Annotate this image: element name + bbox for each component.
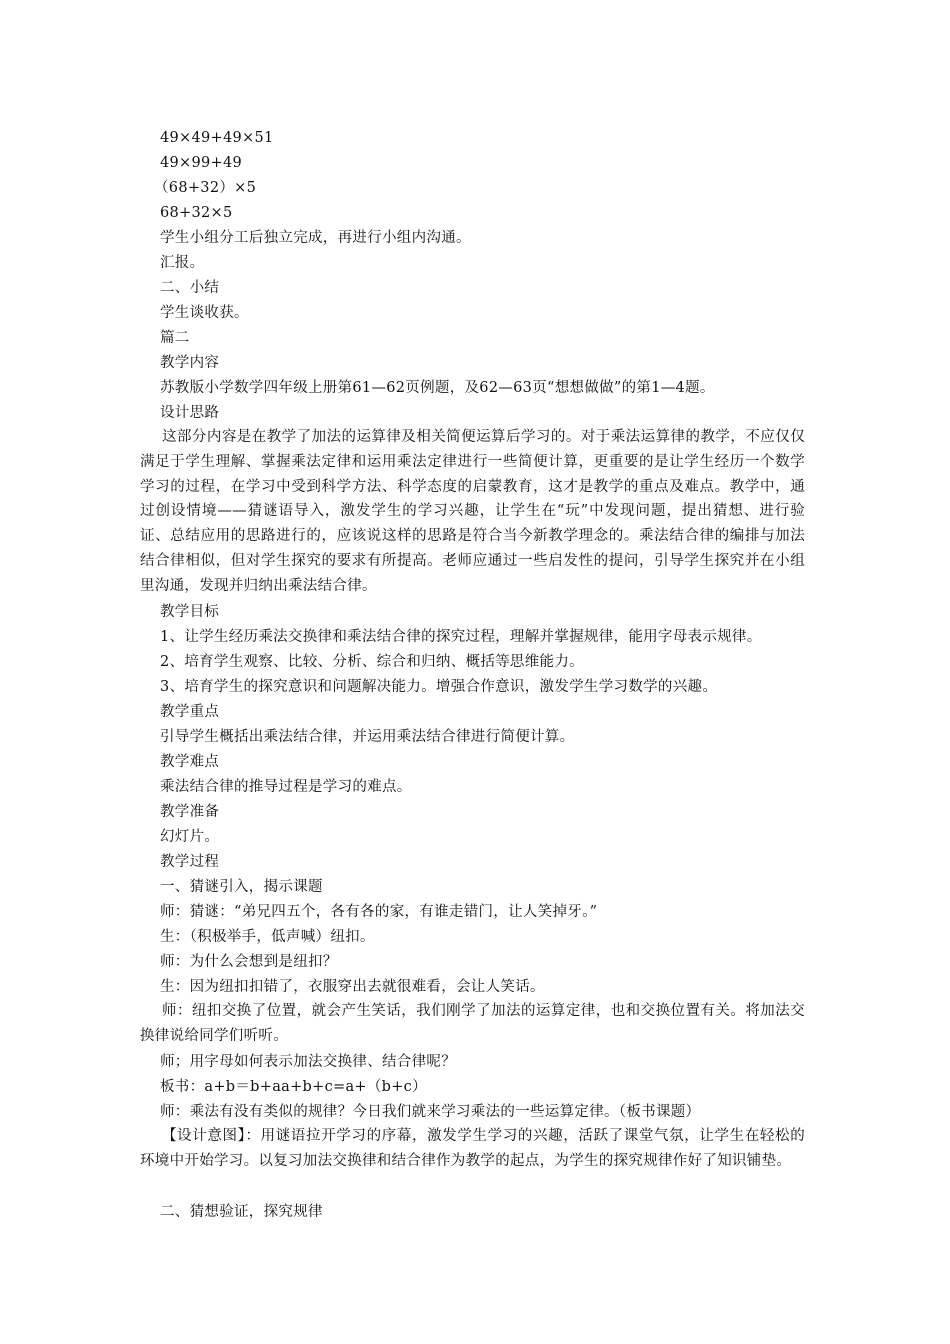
section-heading: 教学难点 bbox=[160, 754, 220, 770]
expr-line-3: （68+32）×5 bbox=[154, 180, 257, 196]
section-heading: 二、小结 bbox=[160, 280, 220, 296]
section-heading: 一、猜谜引入，揭示课题 bbox=[160, 879, 323, 895]
dialogue-line: 师：猜谜：“弟兄四五个，各有各的家，有谁走错门，让人笑掉牙。” bbox=[160, 904, 598, 920]
section-heading: 教学准备 bbox=[160, 804, 220, 820]
dialogue-line: 师；用字母如何表示加法交换律、结合律呢？ bbox=[160, 1054, 456, 1070]
text-line: 引导学生概括出乘法结合律，并运用乘法结合律进行简便计算。 bbox=[160, 729, 575, 745]
expr-line-4: 68+32×5 bbox=[160, 205, 233, 221]
design-paragraph: 这部分内容是在教学了加法的运算律及相关简便运算后学习的。对于乘法运算律的教学，不应仅仅满足于学生理解、掌握乘法定律和运用乘法定律进行一些简便计算，更重要的是让学生经历一个数学学习的过程，在学习中受到科学方法、科学态度的启蒙教育，这才是教学的重点及难点。教学中，通过创设情境——猜谜语导入，激发学生的学习兴趣，让学生在“玩”中发现问题，提出猜想、进行验证、总结应用的思路进行的，应该说这样的思路是符合当今新教学理念的。乘法结合律的编排与加法结合律相似，但对学生探究的要求有所提高。老师应通过一些启发性的提问，引导学生探究并在小组里沟通，发现并归纳出乘法结合律。 bbox=[140, 429, 805, 594]
text-line: 苏教版小学数学四年级上册第61—62页例题，及62—63页“想想做做”的第1—4题。 bbox=[160, 380, 715, 396]
text-line: 2、培育学生观察、比较、分析、综合和归纳、概括等思维能力。 bbox=[160, 654, 584, 670]
dialogue-line: 师：乘法有没有类似的规律？今日我们就来学习乘法的一些运算定律。（板书课题） bbox=[160, 1104, 701, 1120]
section-heading: 教学过程 bbox=[160, 854, 220, 870]
text-line: 学生小组分工后独立完成，再进行小组内沟通。 bbox=[160, 230, 471, 246]
section-heading: 教学内容 bbox=[160, 355, 220, 371]
intent-paragraph: 【设计意图】：用谜语拉开学习的序幕，激发学生学习的兴趣，活跃了课堂气氛，让学生在轻松的环境中开始学习。以复习加法交换律和结合律作为教学的起点，为学生的探究规律作好了知识铺垫。 bbox=[140, 1128, 805, 1169]
dialogue-line: 生：（积极举手，低声喊）纽扣。 bbox=[160, 929, 375, 945]
expr-line-2: 49×99+49 bbox=[160, 155, 243, 171]
text-line: 3、培育学生的探究意识和问题解决能力。增强合作意识，激发学生学习数学的兴趣。 bbox=[160, 679, 718, 695]
dialogue-line: 生：因为纽扣扣错了，衣服穿出去就很难看，会让人笑话。 bbox=[160, 979, 545, 995]
dialogue-line: 师：为什么会想到是纽扣？ bbox=[160, 954, 338, 970]
section-heading: 二、猜想验证，探究规律 bbox=[160, 1204, 323, 1220]
text-line: 1、让学生经历乘法交换律和乘法结合律的探究过程，理解并掌握规律，能用字母表示规律。 bbox=[160, 629, 762, 645]
text-line: 乘法结合律的推导过程是学习的难点。 bbox=[160, 779, 412, 795]
section-heading: 设计思路 bbox=[160, 405, 220, 421]
board-writing: 板书：a+b＝b+aa+b+c=a+（b+c） bbox=[160, 1079, 427, 1095]
text-line: 汇报。 bbox=[160, 255, 205, 271]
text-line: 学生谈收获。 bbox=[160, 305, 249, 321]
section-heading: 教学重点 bbox=[160, 704, 220, 720]
text-line: 幻灯片。 bbox=[160, 829, 220, 845]
expr-line-1: 49×49+49×51 bbox=[160, 130, 274, 146]
section-heading: 教学目标 bbox=[160, 604, 220, 620]
teacher-paragraph: 师：纽扣交换了位置，就会产生笑话，我们刚学了加法的运算定律，也和交换位置有关。将加法交换律说给同学们听听。 bbox=[140, 1003, 805, 1044]
part-heading: 篇二 bbox=[160, 330, 190, 346]
